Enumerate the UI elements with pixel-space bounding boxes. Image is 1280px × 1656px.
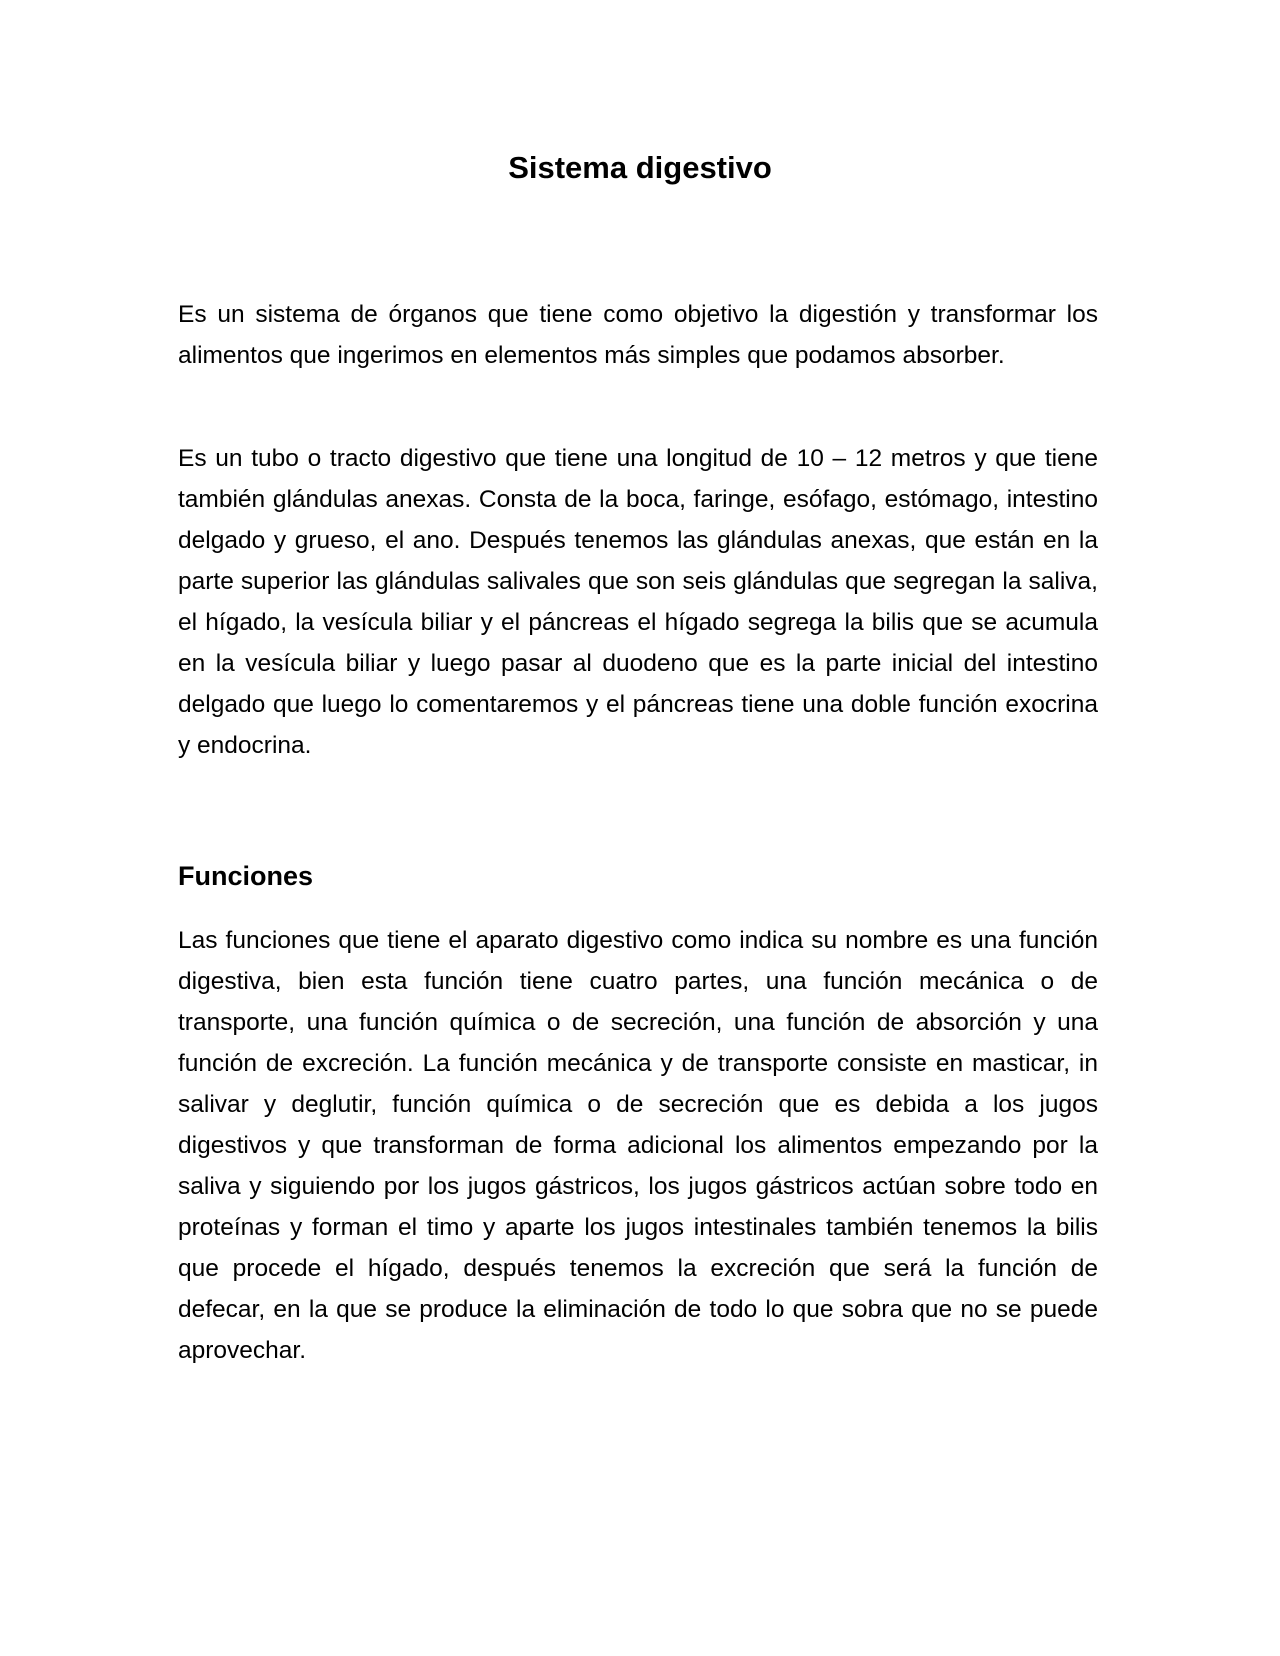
- intro-paragraph-2: Es un tubo o tracto digestivo que tiene una longitud de 10 – 12 metros y que tiene también glándulas anexas. Consta de la boca, faringe, esófago, estómago, intestino delgado y grueso, el ano. Después tenemos las glándulas anexas, que están en la parte superior las glándulas salivales que son seis glándulas que segregan la saliva, el hígado, la vesícula biliar y el páncreas el hígado segrega la bilis que se acumula en la vesícula biliar y luego pasar al duodeno que es la parte inicial del intestino delgado que luego lo comentaremos y el páncreas tiene una doble función exocrina y endocrina.: [178, 445, 1098, 759]
- section-heading-funciones: Funciones: [178, 861, 314, 891]
- section-paragraph-funciones: Las funciones que tiene el aparato digestivo como indica su nombre es una función digestiva, bien esta función tiene cuatro partes, una función mecánica o de transporte, una función química o de secreción, una función de absorción y una función de excreción. La función mecánica y de transporte consiste en masticar, in salivar y deglutir, función química o de secreción que es debida a los jugos digestivos y que transforman de forma adicional los alimentos empezando por la saliva y siguiendo por los jugos gástricos, los jugos gástricos actúan sobre todo en proteínas y forman el timo y aparte los jugos intestinales también tenemos la bilis que procede el hígado, después tenemos la excreción que será la función de defecar, en la que se produce la eliminación de todo lo que sobra que no se puede aprovechar.: [178, 927, 1098, 1364]
- page-title: Sistema digestivo: [508, 150, 772, 185]
- intro-paragraph-1: Es un sistema de órganos que tiene como objetivo la digestión y transformar los alimentos que ingerimos en elementos más simples que podamos absorber.: [178, 301, 1098, 369]
